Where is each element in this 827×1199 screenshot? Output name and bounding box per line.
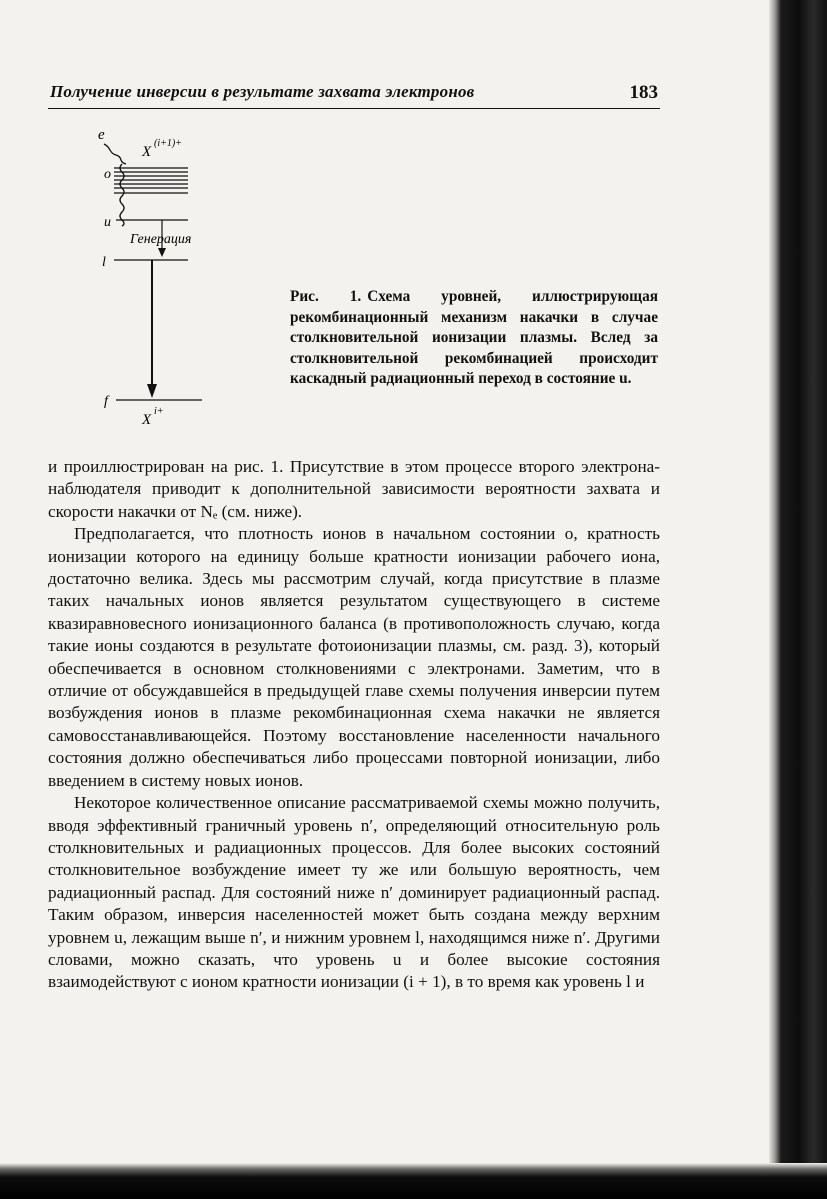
generation-arrowhead xyxy=(158,248,166,257)
generation-label: Генерация xyxy=(130,232,192,247)
page-number: 183 xyxy=(629,82,658,103)
book-binding-edge xyxy=(769,0,827,1199)
incoming-electron-path xyxy=(104,144,126,164)
page-bottom-edge xyxy=(0,1163,827,1199)
caption-label: Рис. 1. xyxy=(290,288,362,305)
level-o-label: o xyxy=(104,167,111,182)
electron-label: e xyxy=(98,127,105,143)
header-rule xyxy=(48,108,660,109)
paragraph: и проиллюстрирован на рис. 1. Присутствие в этом процессе второго электрона-наблюдателя приводит к дополнительной зависимости вероятности захвата и скорости накачки от Nₑ (см. ниже). xyxy=(48,457,660,521)
running-title: Получение инверсии в результате захвата электронов xyxy=(50,82,475,101)
level-l-label: l xyxy=(102,255,106,270)
paragraph: Предполагается, что плотность ионов в начальном состоянии o, кратность ионизации которого на единицу больше кратности ионизации рабочего иона, достаточно велика. Здесь мы рассмотрим случай, когда присутствие в плазме таких начальных ионов является результатом существующего в системе квазиравновесного ионизационного баланса (в противоположность случаю, когда такие ионы создаются в результате фотоионизации плазмы, см. разд. 3), который обеспечивается в основном столкновениями с электронами. Заметим, что в отличие от обсуждавшейся в предыдущей главе схемы получения инверсии путем возбуждения ионов в плазме рекомбинационная схема накачки не является самовосстанавливающейся. Поэтому восстановление населенности начального состояния должно обеспечиваться либо процессами повторной ионизации, либо введением в систему новых ионов. xyxy=(48,524,660,790)
caption-text: Схема уровней, иллюстрирующая рекомбинационный механизм накачки в случае столкновительной ионизации плазмы. Вслед за столкновительной рекомбинацией происходит каскадный радиационный переход в состояние u. xyxy=(290,288,658,388)
level-f-label: f xyxy=(104,394,108,409)
level-u-label: u xyxy=(104,215,111,230)
lower-ion-label: X xyxy=(142,412,152,428)
radiative-arrowhead xyxy=(147,384,157,398)
energy-level-diagram xyxy=(92,122,222,434)
energy-level-svg xyxy=(92,122,222,434)
upper-ion-charge: (i+1)+ xyxy=(154,138,182,149)
lower-ion-charge: i+ xyxy=(154,406,164,417)
paragraph: Некоторое количественное описание рассматриваемой схемы можно получить, вводя эффективный граничный уровень n′, определяющий относительную роль столкновительных и радиационных процессов. Для более высоких состояний столкновительное возбуждение имеет ту же или большую вероятность, чем радиационный распад. Для состояний ниже n′ доминирует радиационный распад. Таким образом, инверсия населенностей может быть создана между верхним уровнем u, лежащим выше n′, и нижним уровнем l, находящимся ниже n′. Другими словами, можно сказать, что уровень u и более высокие состояния взаимодействуют с ионом кратности ионизации (i + 1), в то время как уровень l и xyxy=(48,793,660,992)
cascade-wavy-line xyxy=(120,164,124,226)
upper-ion-label: X xyxy=(142,144,152,160)
high-level-band xyxy=(114,168,188,193)
figure-caption xyxy=(290,287,658,390)
running-header xyxy=(50,82,658,114)
body-text xyxy=(48,456,660,994)
